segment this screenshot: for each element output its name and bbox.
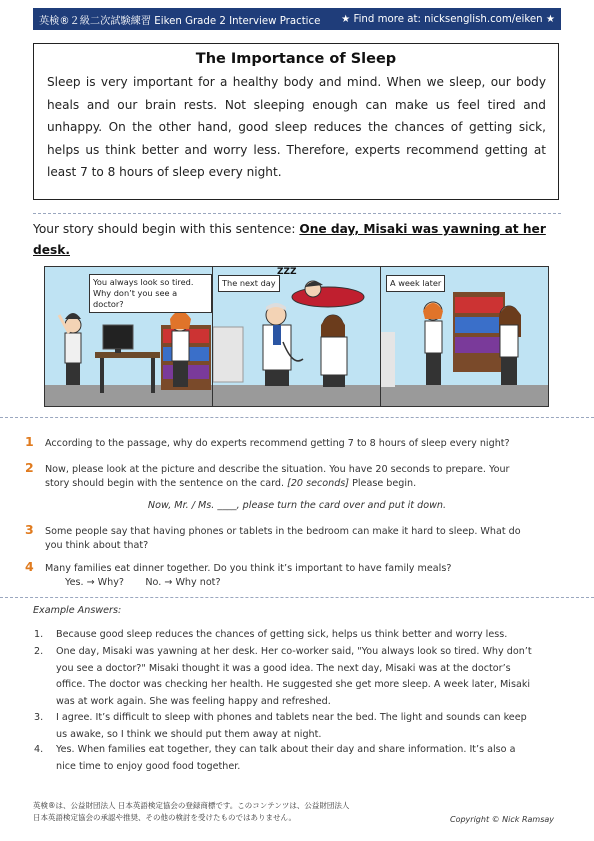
speech-bubble — [89, 274, 212, 313]
question-number: 2 — [25, 460, 34, 475]
question-text: Now, please look at the picture and describe the situation. You have 20 seconds to prepare. Your story should begin with the sentence on the card. — [45, 464, 510, 489]
question-text: Many families eat dinner together. Do you think it’s important to have family meals? — [45, 563, 452, 574]
question-number: 4 — [25, 559, 34, 574]
bubble-line-1: You always look so tired. — [93, 277, 194, 287]
panel-week-later — [381, 267, 548, 406]
question-3 — [25, 522, 535, 553]
panel-doctor — [213, 267, 381, 406]
question-2 — [25, 460, 535, 491]
panel-office-tired — [45, 267, 213, 406]
answer-number: 1. — [34, 629, 44, 640]
footer-disclaimer — [33, 800, 349, 824]
question-4 — [25, 559, 535, 590]
divider — [33, 213, 561, 214]
page-header — [33, 8, 561, 30]
footer-line-1: 英検®は、公益財団法人 日本英語検定協会の登録商標です。このコンテンツは、公益財団法人 — [33, 801, 350, 810]
answer-4 — [34, 742, 534, 775]
answer-text: Yes. When families eat together, they can talk about their day and share information. It’s also a nice time to enjoy good food together. — [56, 744, 516, 772]
answer-2 — [34, 644, 534, 710]
footer-line-2: 日本英語検定協会の承認や推奨、その他の検討を受けたものではありません。 — [33, 813, 296, 822]
follow-up-yes: Yes. → Why? — [65, 577, 125, 588]
question-text: Some people say that having phones or tablets in the bedroom can make it hard to sleep. What do you think about that? — [45, 526, 521, 551]
story-prefix: Your story should begin with this sentence: — [33, 222, 300, 236]
story-sentence: One day, Misaki was yawning at her desk. — [33, 222, 546, 257]
passage-text: Sleep is very important for a healthy body and mind. When we sleep, our body heals and our brain rests. Not sleeping enough can make us feel tired and unhappy. On the other hand, good sleep reduces the chances of getting sick, helps us think better and worry less. Therefore, experts recommend getting at least 7 to 8 hours of sleep every night. — [47, 75, 546, 179]
instruction-line: Now, Mr. / Ms. ____, please turn the card over and put it down. — [147, 500, 447, 511]
question-text: According to the passage, why do experts recommend getting 7 to 8 hours of sleep every night? — [45, 438, 510, 449]
example-answers-title: Example Answers: — [33, 605, 122, 616]
panel-label: A week later — [386, 275, 445, 292]
answer-number: 4. — [34, 744, 44, 755]
divider — [0, 417, 594, 418]
divider — [0, 597, 594, 598]
question-number: 3 — [25, 522, 34, 537]
answer-text: Because good sleep reduces the chances of getting sick, helps us think better and worry less. — [56, 629, 508, 640]
passage-card — [33, 43, 559, 200]
snore-text: ZZZ — [277, 267, 297, 277]
prep-time: [20 seconds] — [287, 478, 350, 489]
answer-number: 3. — [34, 712, 44, 723]
follow-up — [65, 576, 535, 590]
picture-panels — [44, 266, 549, 407]
story-instruction — [33, 219, 559, 261]
answer-number: 2. — [34, 646, 44, 657]
panel-label: The next day — [218, 275, 280, 292]
question-number: 1 — [25, 434, 34, 449]
answer-text: I agree. It’s difficult to sleep with phones and tablets near the bed. The light and sounds can keep us awake, so I think we should put them away at night. — [56, 712, 527, 740]
passage-title: The Importance of Sleep — [195, 51, 397, 67]
question-text-end: Please begin. — [349, 478, 417, 489]
header-link[interactable]: ★ Find more at: nicksenglish.com/eiken ★ — [341, 13, 555, 25]
follow-up-no: No. → Why not? — [145, 577, 221, 588]
footer-copyright: Copyright © Nick Ramsay — [449, 815, 554, 824]
header-title: 英検®２級二次試験練習 Eiken Grade 2 Interview Practice — [39, 15, 321, 27]
question-1 — [25, 434, 535, 451]
answer-text: One day, Misaki was yawning at her desk. Her co-worker said, "You always look so tired. Why don’t you see a doctor?" Misaki thought it was a good idea. The next day, Misaki was at the doctor’s office. The doctor was checking her health. He suggested she get more sleep. A week later, Misaki was at work again. She was feeling happy and refreshed. — [56, 646, 532, 707]
answer-3 — [34, 710, 534, 743]
bubble-line-2: Why don’t you see a doctor? — [93, 288, 178, 309]
answer-1 — [34, 627, 534, 644]
